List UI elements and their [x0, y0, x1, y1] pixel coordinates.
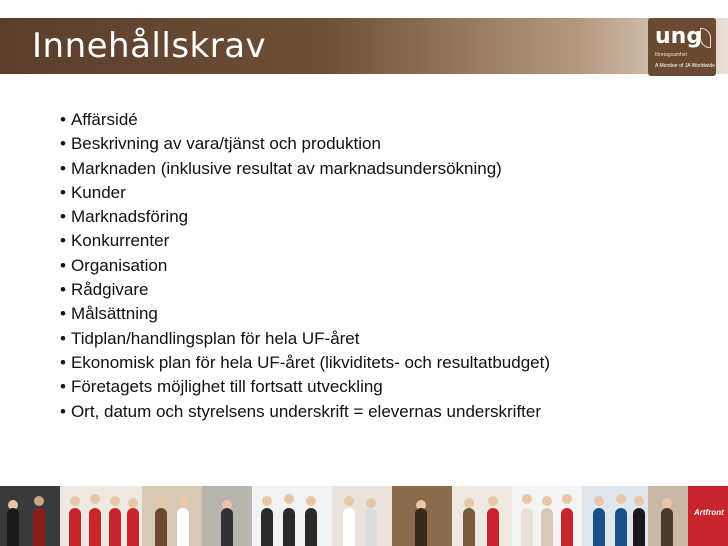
list-item: • Beskrivning av vara/tjänst och produktion	[60, 134, 381, 154]
list-item: • Tidplan/handlingsplan för hela UF-året	[60, 328, 360, 348]
photo-team-casual	[452, 486, 512, 546]
logo-member-text: A Member of JA Worldwide	[655, 63, 715, 69]
bullet-icon: •	[60, 134, 66, 154]
photo-team-white	[332, 486, 392, 546]
photo-studio-group	[142, 486, 202, 546]
list-item: • Marknaden (inklusive resultat av marknadsundersökning)	[60, 158, 502, 178]
photo-crowd	[648, 486, 688, 546]
bullet-icon: •	[60, 255, 66, 275]
bullet-icon: •	[60, 182, 66, 202]
list-item: • Målsättning	[60, 304, 158, 324]
bullet-icon: •	[60, 352, 66, 372]
list-item: • Kunder	[60, 182, 126, 202]
bullet-icon: •	[60, 207, 66, 227]
list-item: • Marknadsföring	[60, 207, 189, 227]
bullet-icon: •	[60, 328, 66, 348]
artfront-label: Artfront	[694, 508, 724, 517]
photo-team-red	[60, 486, 142, 546]
photo-team-dancing	[512, 486, 582, 546]
logo-subtext: företagsamhet	[655, 52, 687, 58]
bullet-icon: •	[60, 280, 66, 300]
bullet-icon: •	[60, 231, 66, 251]
list-item: • Företagets möjlighet till fortsatt utveckling	[60, 377, 383, 397]
requirements-list	[60, 108, 550, 424]
slide-title: Innehållskrav	[32, 26, 267, 66]
list-item: • Ekonomisk plan för hela UF-året (likviditets- och resultatbudget)	[60, 352, 550, 372]
list-item: • Organisation	[60, 255, 168, 275]
logo-text: ung	[655, 24, 703, 49]
photo-team-dark	[252, 486, 332, 546]
bullet-icon: •	[60, 304, 66, 324]
list-item: • Konkurrenter	[60, 231, 170, 251]
bullet-icon: •	[60, 377, 66, 397]
ung-foretagsamhet-logo	[648, 18, 716, 76]
photo-studio	[0, 486, 60, 546]
photo-showroom	[202, 486, 252, 546]
photo-team-blue	[582, 486, 648, 546]
bullet-icon: •	[60, 158, 66, 178]
bullet-icon: •	[60, 401, 66, 421]
list-item: • Rådgivare	[60, 280, 149, 300]
photo-artfront	[688, 486, 728, 546]
photo-wood-sign	[392, 486, 452, 546]
list-item: • Ort, datum och styrelsens underskrift = elevernas underskrifter	[60, 401, 542, 421]
bullet-icon: •	[60, 110, 66, 129]
photo-strip	[0, 486, 728, 546]
list-item: • Affärsidé	[60, 110, 138, 129]
